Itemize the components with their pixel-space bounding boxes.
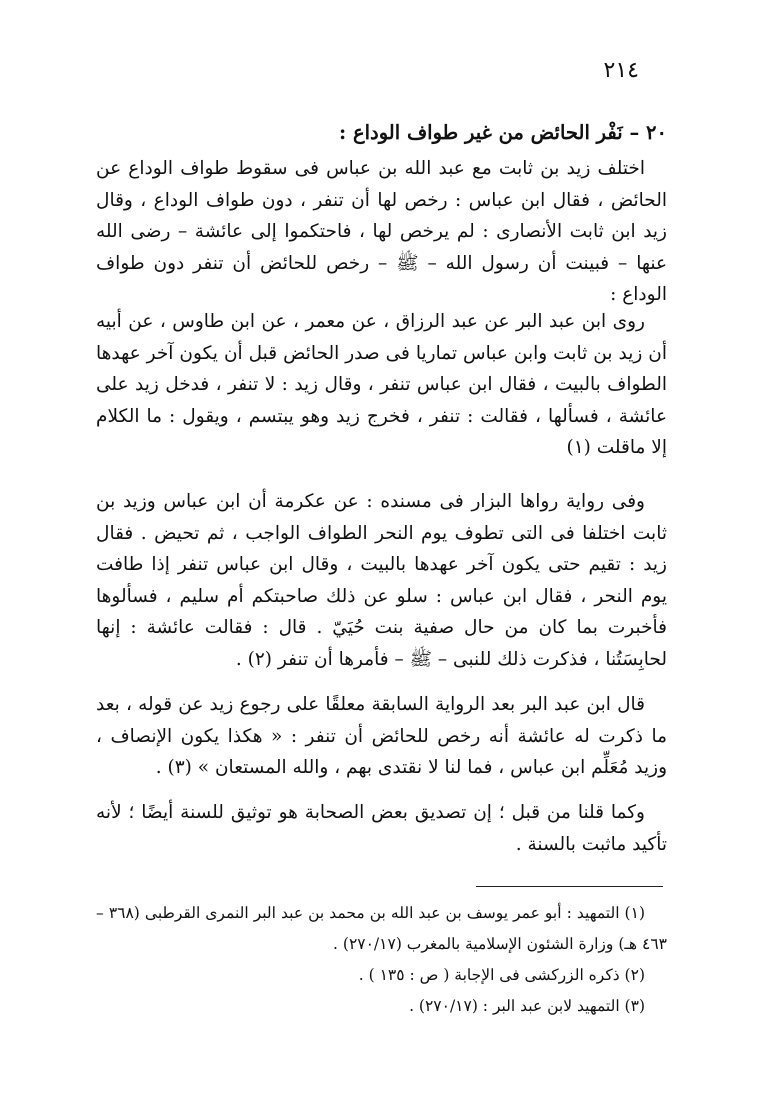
footnote-3: (٣) التمهيد لابن عبد البر : (٢٧٠/١٧) . — [409, 997, 645, 1015]
paragraph-4 — [96, 689, 667, 784]
footnote-separator — [476, 886, 663, 887]
paragraph-text: وكما قلنا من قبل ؛ إن تصديق بعض الصحابة هو توثيق للسنة أيضًا ؛ لأنه تأكيد ماثبت بالسنة . — [96, 802, 667, 855]
footnotes — [96, 898, 667, 1022]
paragraph-text: وفى رواية رواها البزار فى مسنده : عن عكرمة أن ابن عباس وزيد بن ثابت اختلفا فى التى تطوف يوم النحر الطواف الواجب ، ثم تحيض . فقال زيد : تقيم حتى يكون آخر عهدها بالبيت ، وقال ابن عباس تنفر إذا طافت يوم النحر ، فقال ابن عباس : سلو عن ذلك صاحبتكم أم سليم ، فسألوها فأخبرت بما كان من حال صفية بنت حُيَيّ . قال : فقالت عائشة : إنها لحابِسَتُنا ، فذكرت ذلك للنبى – ﷺ – فأمرها أن تنفر (٢) . — [96, 491, 667, 670]
section-heading: ٢٠ – نَفْر الحائض من غير طواف الوداع : — [339, 121, 667, 144]
paragraph-text: قال ابن عبد البر بعد الرواية السابقة معلقًا على رجوع زيد عن قوله ، بعد ما ذكرت له عائشة أنه رخص للحائض أن تنفر : « هكذا يكون الإنصاف ، وزيد مُعَلِّم ابن عباس ، فما لنا لا نقتدى بهم ، والله المستعان » (٣) . — [96, 694, 667, 778]
paragraph-text: روى ابن عبد البر عن عبد الرزاق ، عن معمر ، عن ابن طاوس ، عن أبيه أن زيد بن ثابت وابن عباس تماريا فى صدر الحائض قبل أن يكون آخر عهدها الطواف بالبيت ، فقال ابن عباس تنفر ، وقال زيد : لا تنفر ، فدخل زيد على عائشة ، فسألها ، فقالت : تنفر ، فخرج زيد وهو يبتسم ، ويقول : ما الكلام إلا ماقلت (١) — [96, 311, 667, 458]
paragraph-3 — [96, 486, 667, 675]
paragraph-2 — [96, 306, 667, 464]
page-number: ٢١٤ — [603, 58, 639, 83]
paragraph-text: اختلف زيد بن ثابت مع عبد الله بن عباس فى سقوط طواف الوداع عن الحائض ، فقال ابن عباس : رخص لها أن تنفر ، دون طواف الوداع ، وقال زيد ابن ثابت الأنصارى : لم يرخص لها ، فاحتكموا إلى عائشة – رضى الله عنها – فبينت أن رسول الله – ﷺ – رخص للحائض أن تنفر دون طواف الوداع : — [96, 158, 667, 305]
footnote-2: (٢) ذكره الزركشى فى الإجابة ( ص : ١٣٥ ) . — [358, 966, 645, 984]
paragraph-5 — [96, 797, 667, 860]
paragraph-1 — [96, 153, 667, 311]
footnote-1: (١) التمهيد : أبو عمر يوسف بن عبد الله بن محمد بن عبد البر النمرى القرطبى (٣٦٨ – ٤٦٣ هـ) وزارة الشئون الإسلامية بالمغرب (٢٧٠/١٧) . — [96, 904, 667, 953]
